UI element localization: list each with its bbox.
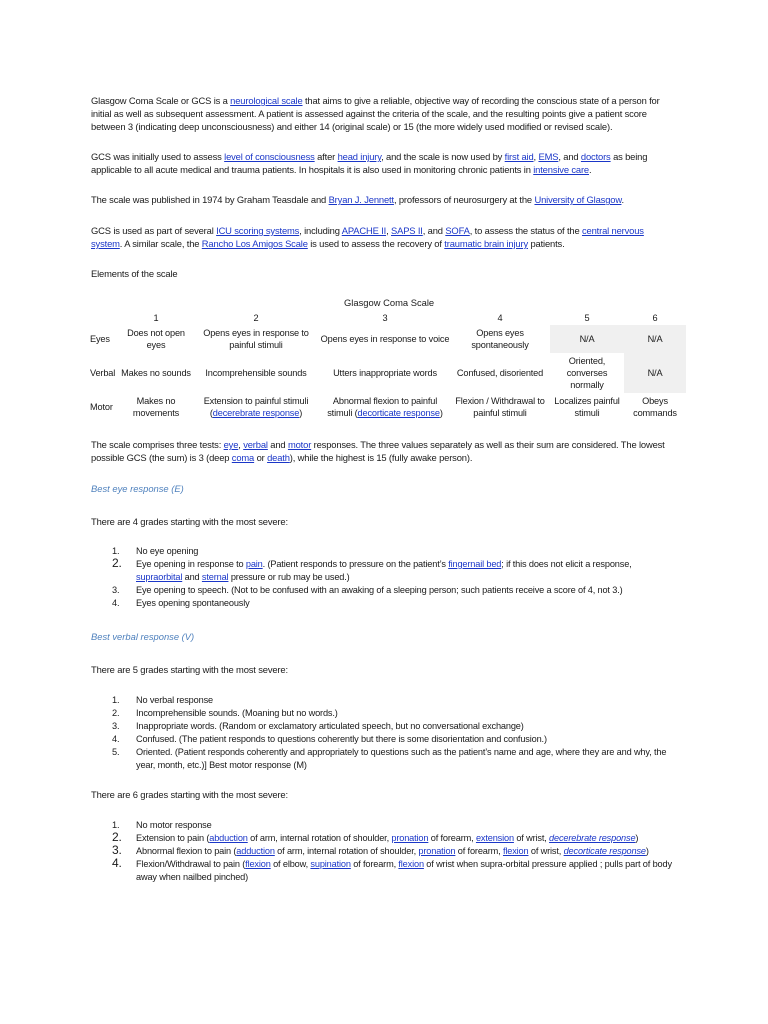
text-run: Oriented. (Patient responds coherently and appropriately to questions such as the patient’s name and age, where they are and why, the year, month, etc.)] Best motor response (M)	[136, 747, 667, 770]
list-item	[112, 584, 672, 597]
text-run: Flexion / Withdrawal to painful stimuli	[455, 396, 545, 418]
hyperlink[interactable]: motor	[287, 439, 312, 450]
text-run: Oriented, converses normally	[566, 356, 608, 390]
text-run: of arm, internal rotation of shoulder,	[247, 833, 392, 843]
text-run: ), while the highest is 15 (fully awake person).	[289, 452, 473, 463]
hyperlink[interactable]: abduction	[209, 833, 248, 843]
list-item	[112, 720, 672, 733]
text-run: . (Patient responds to pressure on the patient’s	[262, 559, 449, 569]
hyperlink[interactable]: level of consciousness	[224, 151, 315, 162]
text-run: Makes no sounds	[121, 368, 191, 378]
list-number: 4.	[112, 856, 122, 870]
eye-grades-intro	[91, 515, 676, 528]
text-run: No eye opening	[136, 546, 199, 556]
hyperlink[interactable]: flexion	[398, 859, 424, 869]
text-run: )	[635, 833, 639, 843]
row-label: Motor	[90, 402, 113, 412]
text-run: The scale comprises three tests:	[91, 439, 224, 450]
text-run: Confused. (The patient responds to questions coherently but there is some disorientation and confusion.)	[136, 734, 547, 744]
text-run: Eyes opening spontaneously	[136, 598, 250, 608]
list-item-text	[136, 546, 198, 556]
list-number: 1.	[112, 546, 120, 556]
hyperlink[interactable]: pain	[245, 559, 263, 569]
column-header: 4	[497, 313, 503, 323]
publication-paragraph	[91, 193, 676, 206]
list-item-text	[136, 833, 638, 843]
list-number: 1.	[112, 820, 120, 830]
list-item-text	[136, 747, 666, 770]
text-run: N/A	[647, 334, 663, 344]
text-run: Incomprehensible sounds. (Moaning but no words.)	[136, 708, 338, 718]
text-run: ,	[238, 439, 244, 450]
column-header: 3	[382, 313, 388, 323]
hyperlink[interactable]: flexion	[502, 846, 529, 856]
table-cell	[624, 325, 686, 353]
table-cell	[450, 353, 550, 393]
hyperlink[interactable]: fingernail bed	[448, 559, 502, 569]
table-header-row	[88, 311, 686, 325]
table-cell	[120, 393, 192, 421]
list-number: 4.	[112, 734, 120, 744]
text-run: , professors of neurosurgery at the	[393, 194, 535, 205]
text-run: GCS was initially used to assess	[91, 151, 225, 162]
list-item	[112, 558, 672, 584]
column-header: 5	[584, 313, 590, 323]
hyperlink[interactable]: APACHE II	[341, 225, 387, 236]
text-run: The scale was published in 1974 by Graham Teasdale and	[91, 194, 329, 205]
hyperlink[interactable]: University of Glasgow	[534, 194, 622, 205]
row-label: Verbal	[90, 368, 116, 378]
hyperlink[interactable]: first aid	[504, 151, 534, 162]
list-number: 1.	[112, 695, 120, 705]
text-run: of arm, internal rotation of shoulder,	[274, 846, 419, 856]
list-item	[112, 694, 672, 707]
list-item-text	[136, 721, 524, 731]
elements-caption	[91, 267, 676, 280]
hyperlink[interactable]: SOFA	[445, 225, 470, 236]
list-item	[112, 845, 672, 858]
list-item-text	[136, 598, 250, 608]
eye-section-heading: Best eye response (E)	[91, 483, 184, 494]
list-item	[112, 746, 672, 772]
text-run: Utters inappropriate words	[333, 368, 437, 378]
text-run: responses. The three values separately as well as their sum are considered. The lowest possible GCS (the sum) is 3 (deep	[91, 439, 665, 463]
hyperlink[interactable]: verbal	[243, 439, 268, 450]
hyperlink[interactable]: central nervous system	[91, 225, 644, 249]
hyperlink[interactable]: SAPS II	[390, 225, 423, 236]
hyperlink[interactable]: decerebrate response	[212, 408, 300, 418]
table-cell	[192, 393, 320, 421]
text-run: of wrist,	[528, 846, 564, 856]
text-run: Elements of the scale	[91, 268, 178, 279]
hyperlink[interactable]: head injury	[337, 151, 382, 162]
text-run: , and the scale is now used by	[381, 151, 505, 162]
text-run: Extension to painful stimuli (	[203, 396, 309, 418]
text-run: ,	[533, 151, 539, 162]
list-item	[112, 597, 672, 610]
table-row-motor	[88, 393, 686, 421]
table-cell	[120, 325, 192, 353]
text-run: )	[299, 408, 303, 418]
verbal-section-heading: Best verbal response (V)	[91, 631, 195, 642]
table-cell	[624, 393, 686, 421]
table-cell	[320, 353, 450, 393]
hyperlink[interactable]: ICU scoring systems	[216, 225, 300, 236]
list-item-text	[136, 846, 649, 856]
hyperlink[interactable]: doctors	[580, 151, 611, 162]
hyperlink[interactable]: pronation	[391, 833, 429, 843]
hyperlink[interactable]: flexion	[245, 859, 271, 869]
text-run: Does not open eyes	[127, 328, 185, 350]
text-run: patients.	[528, 238, 565, 249]
list-number: 2.	[112, 830, 122, 844]
text-run: is used to assess the recovery of	[307, 238, 445, 249]
list-item	[112, 832, 672, 845]
list-item	[112, 707, 672, 720]
column-header: 1	[153, 313, 159, 323]
text-run: that aims to give a reliable, objective way of recording the conscious state of a person for initial as well as subsequent assessment. A patient is assessed against the criteria of the scale, and the resulting points give a patient score between 3 (indicating deep unconsciousness) and either 14 (original scale) or 15 (the more widely used modified or revised scale).	[91, 95, 660, 132]
table-cell	[320, 393, 450, 421]
hyperlink[interactable]: neurological scale	[230, 95, 303, 106]
hyperlink[interactable]: decorticate response	[563, 846, 646, 856]
scale-summary-paragraph	[91, 438, 676, 464]
text-run: Abnormal flexion to pain (	[136, 846, 237, 856]
text-run: , and	[422, 225, 446, 236]
text-run: of elbow,	[270, 859, 311, 869]
hyperlink[interactable]: decorticate response	[357, 408, 440, 418]
text-run: No motor response	[136, 820, 212, 830]
corner-cell	[88, 311, 120, 325]
list-number: 3.	[112, 721, 120, 731]
text-run: Abnormal flexion to painful stimuli (	[327, 396, 438, 418]
list-number: 2.	[112, 708, 120, 718]
eye-grades-list	[112, 545, 672, 610]
text-run: ,	[386, 225, 391, 236]
list-item-text	[136, 820, 212, 830]
list-number: 4.	[112, 598, 120, 608]
text-run: of forearm,	[455, 846, 503, 856]
intro-paragraph	[91, 94, 676, 133]
hyperlink[interactable]: intensive care	[533, 164, 589, 175]
text-run: after	[314, 151, 338, 162]
hyperlink[interactable]: coma	[231, 452, 255, 463]
list-item	[112, 819, 672, 832]
table-cell	[450, 325, 550, 353]
text-run: )	[645, 846, 649, 856]
text-run: Opens eyes in response to voice	[320, 334, 450, 344]
list-item	[112, 858, 672, 884]
text-run: There are 6 grades starting with the most severe:	[91, 789, 288, 800]
table-cell	[550, 393, 624, 421]
text-run: of forearm,	[428, 833, 476, 843]
list-number: 5.	[112, 747, 120, 757]
motor-grades-list	[112, 819, 672, 884]
text-run: , and	[558, 151, 581, 162]
text-run: . A similar scale, the	[119, 238, 202, 249]
table-cell	[320, 325, 450, 353]
text-run: or	[254, 452, 268, 463]
text-run: of wrist when supra-orbital pressure applied ; pulls part of body away when nailbed pinched)	[136, 859, 672, 882]
text-run: , including	[299, 225, 342, 236]
text-run: pressure or rub may be used.)	[228, 572, 350, 582]
table-cell	[550, 325, 624, 353]
text-run: Glasgow Coma Scale or GCS is a	[91, 95, 231, 106]
hyperlink[interactable]: adduction	[236, 846, 275, 856]
motor-grades-intro	[91, 788, 676, 801]
table-row-eyes	[88, 325, 686, 353]
text-run: Localizes painful stimuli	[554, 396, 620, 418]
text-run: N/A	[579, 334, 595, 344]
text-run: ; if this does not elicit a response,	[501, 559, 632, 569]
text-run: .	[621, 194, 624, 205]
text-run: and	[267, 439, 288, 450]
hyperlink[interactable]: pronation	[418, 846, 456, 856]
hyperlink[interactable]: EMS	[538, 151, 559, 162]
list-item	[112, 545, 672, 558]
column-header: 2	[253, 313, 259, 323]
hyperlink[interactable]: supination	[310, 859, 351, 869]
hyperlink[interactable]: traumatic brain injury	[444, 238, 528, 249]
text-run: Flexion/Withdrawal to pain (	[136, 859, 246, 869]
hyperlink[interactable]: Rancho Los Amigos Scale	[201, 238, 308, 249]
row-label: Eyes	[90, 334, 110, 344]
text-run: Eye opening to speech. (Not to be confused with an awaking of a sleeping person; such patients receive a score of 4, not 3.)	[136, 585, 623, 595]
list-item-text	[136, 559, 632, 582]
list-item	[112, 733, 672, 746]
list-item-text	[136, 734, 547, 744]
icu-paragraph	[91, 224, 676, 250]
text-run: There are 4 grades starting with the most severe:	[91, 516, 288, 527]
list-number: 3.	[112, 585, 120, 595]
text-run: GCS is used as part of several	[91, 225, 217, 236]
text-run: Obeys commands	[633, 396, 677, 418]
text-run: Confused, disoriented	[456, 368, 544, 378]
list-item-text	[136, 585, 623, 595]
text-run: of forearm,	[350, 859, 399, 869]
table-cell	[624, 353, 686, 393]
history-paragraph	[91, 150, 676, 176]
hyperlink[interactable]: sternal	[201, 572, 229, 582]
table-row-verbal	[88, 353, 686, 393]
table-cell	[192, 325, 320, 353]
table-cell	[550, 353, 624, 393]
table-title: Glasgow Coma Scale	[344, 297, 435, 308]
list-item-text	[136, 859, 672, 882]
text-run: as being applicable to all acute medical and trauma patients. In hospitals it is also used in monitoring chronic patients in	[91, 151, 648, 175]
hyperlink[interactable]: supraorbital	[136, 572, 183, 582]
list-number: 3.	[112, 843, 122, 857]
verbal-grades-list	[112, 694, 672, 772]
text-run: Inappropriate words. (Random or exclamatory articulated speech, but no conversational exchange)	[136, 721, 524, 731]
hyperlink[interactable]: decerebrate response	[549, 833, 636, 843]
table-cell	[192, 353, 320, 393]
text-run: Incomprehensible sounds	[205, 368, 307, 378]
hyperlink[interactable]: eye	[223, 439, 239, 450]
verbal-grades-intro	[91, 663, 676, 676]
text-run: Opens eyes in response to painful stimuli	[203, 328, 309, 350]
table-cell	[450, 393, 550, 421]
text-run: There are 5 grades starting with the most severe:	[91, 664, 288, 675]
list-item-text	[136, 695, 213, 705]
text-run: and	[182, 572, 202, 582]
list-number: 2.	[112, 556, 122, 570]
text-run: , to assess the status of the	[469, 225, 582, 236]
table-cell	[120, 353, 192, 393]
gcs-table	[88, 311, 686, 421]
hyperlink[interactable]: Bryan J. Jennett	[328, 194, 394, 205]
text-run: Opens eyes spontaneously	[471, 328, 529, 350]
text-run: N/A	[647, 368, 663, 378]
text-run: )	[439, 408, 443, 418]
hyperlink[interactable]: death	[267, 452, 290, 463]
text-run: .	[588, 164, 592, 175]
column-header: 6	[652, 313, 658, 323]
hyperlink[interactable]: extension	[475, 833, 514, 843]
text-run: Extension to pain (	[136, 833, 210, 843]
text-run: of wrist,	[513, 833, 550, 843]
text-run: No verbal response	[136, 695, 213, 705]
text-run: Makes no movements	[132, 396, 180, 418]
text-run: Eye opening in response to	[136, 559, 246, 569]
list-item-text	[136, 708, 338, 718]
